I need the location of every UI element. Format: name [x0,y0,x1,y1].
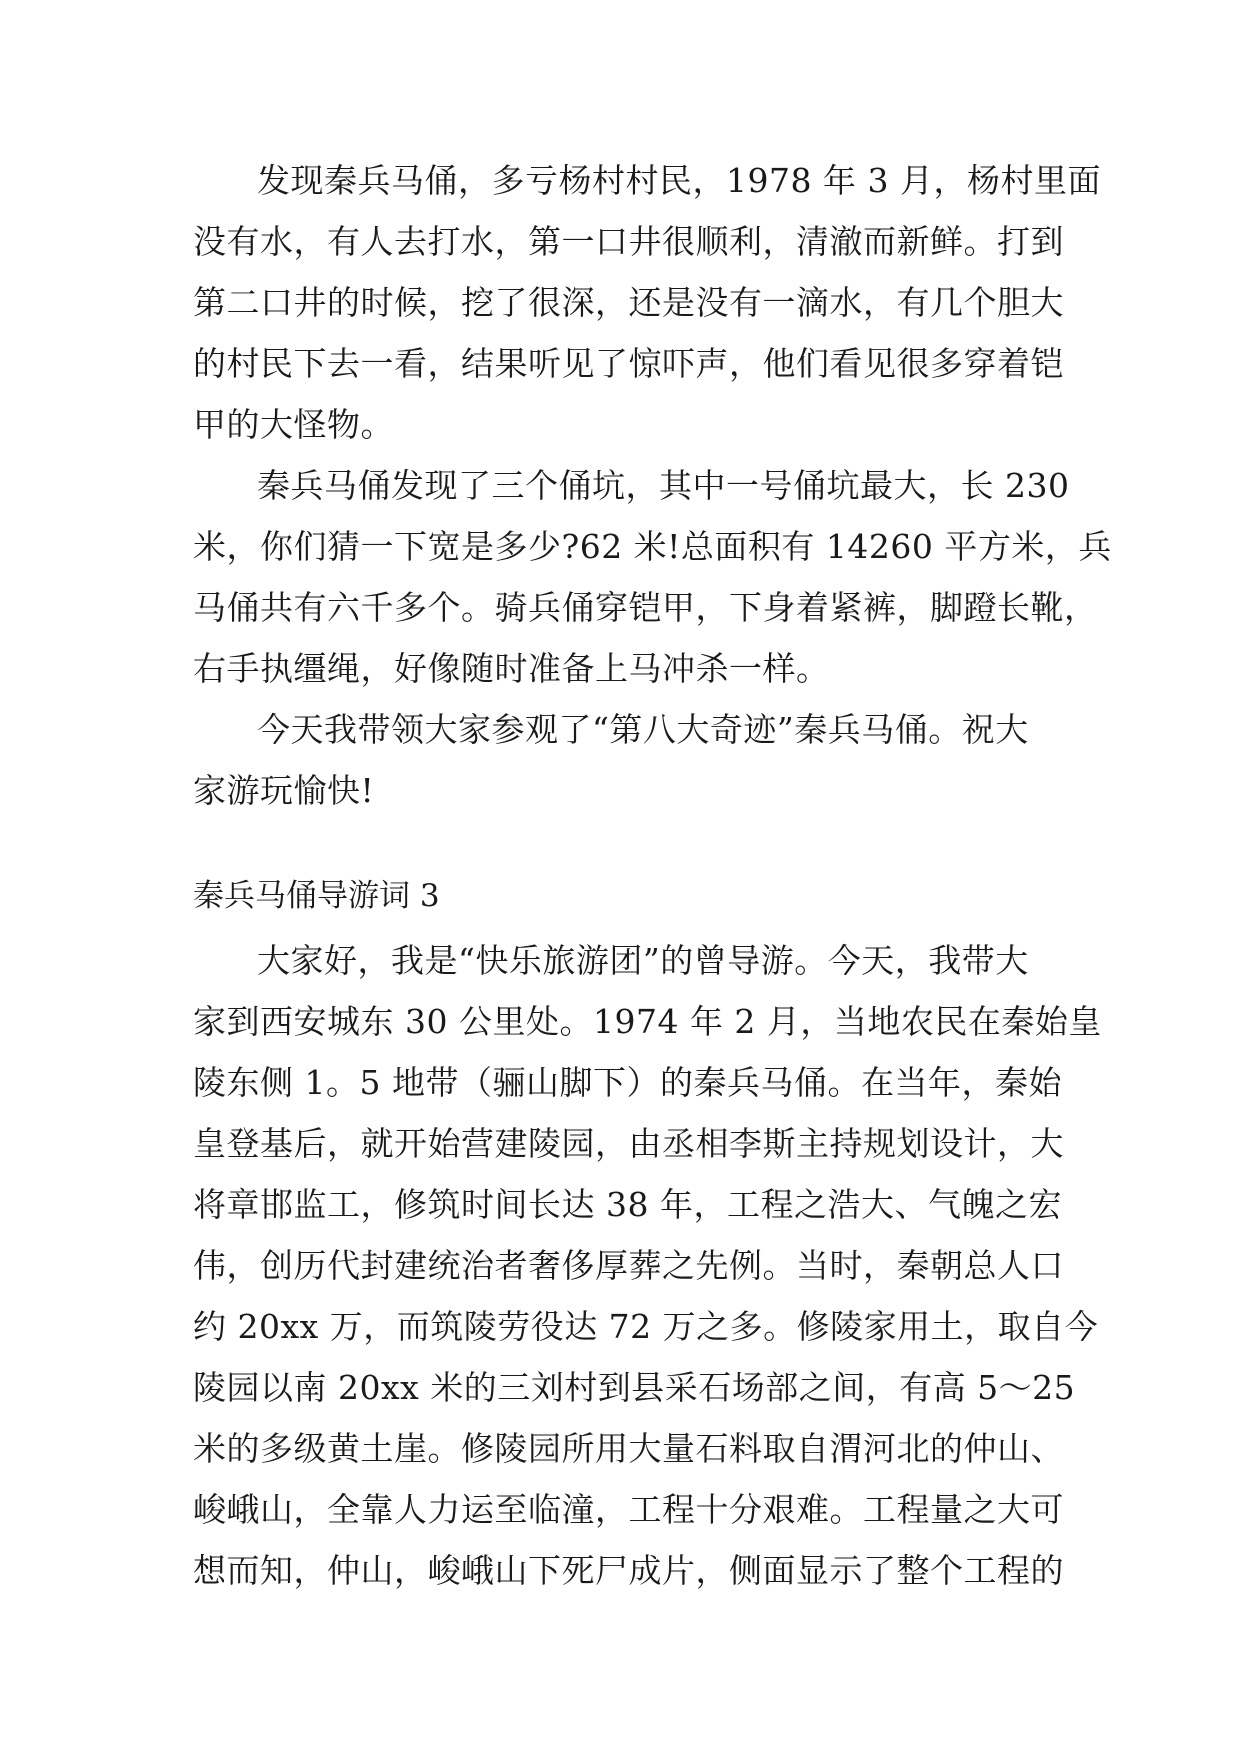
text-line: 甲的大怪物。 [193,405,394,444]
text-line: 陵东侧 1。5 地带（骊山脚下）的秦兵马俑。在当年，秦始 [193,1063,1062,1102]
text-line: 约 20xx 万，而筑陵劳役达 72 万之多。修陵家用土，取自今 [193,1307,1099,1346]
text-line: 米的多级黄土崖。修陵园所用大量石料取自渭河北的仲山、 [193,1429,1064,1468]
text-line: 没有水，有人去打水，第一口井很顺利，清澈而新鲜。打到 [193,222,1064,261]
text-line: 陵园以南 20xx 米的三刘村到县采石场部之间，有高 5～25 [193,1368,1076,1407]
text-line: 家到西安城东 30 公里处。1974 年 2 月，当地农民在秦始皇 [193,1002,1102,1041]
section-heading: 秦兵马俑导游词 3 [193,878,440,914]
text-line: 右手执缰绳，好像随时准备上马冲杀一样。 [193,649,830,688]
text-line: 皇登基后，就开始营建陵园，由丞相李斯主持规划设计，大 [193,1124,1064,1163]
text-line: 伟，创历代封建统治者奢侈厚葬之先例。当时，秦朝总人口 [193,1246,1064,1285]
text-line: 米，你们猜一下宽是多少?62 米!总面积有 14260 平方米，兵 [193,527,1112,566]
text-line: 大家好，我是“快乐旅游团”的曾导游。今天，我带大 [257,941,1029,980]
text-line: 马俑共有六千多个。骑兵俑穿铠甲，下身着紧裤，脚蹬长靴， [193,588,1098,627]
text-line: 第二口井的时候，挖了很深，还是没有一滴水，有几个胆大 [193,283,1064,322]
text-line: 的村民下去一看，结果听见了惊吓声，他们看见很多穿着铠 [193,344,1064,383]
text-line: 发现秦兵马俑，多亏杨村村民，1978 年 3 月，杨村里面 [257,161,1101,200]
text-line: 峻峨山，全靠人力运至临潼，工程十分艰难。工程量之大可 [193,1490,1064,1529]
text-line: 秦兵马俑发现了三个俑坑，其中一号俑坑最大，长 230 [257,466,1070,505]
text-line: 将章邯监工，修筑时间长达 38 年，工程之浩大、气魄之宏 [193,1185,1062,1224]
text-line: 家游玩愉快! [193,771,375,810]
text-line: 想而知，仲山，峻峨山下死尸成片，侧面显示了整个工程的 [193,1551,1064,1590]
text-line: 今天我带领大家参观了“第八大奇迹”秦兵马俑。祝大 [257,710,1029,749]
